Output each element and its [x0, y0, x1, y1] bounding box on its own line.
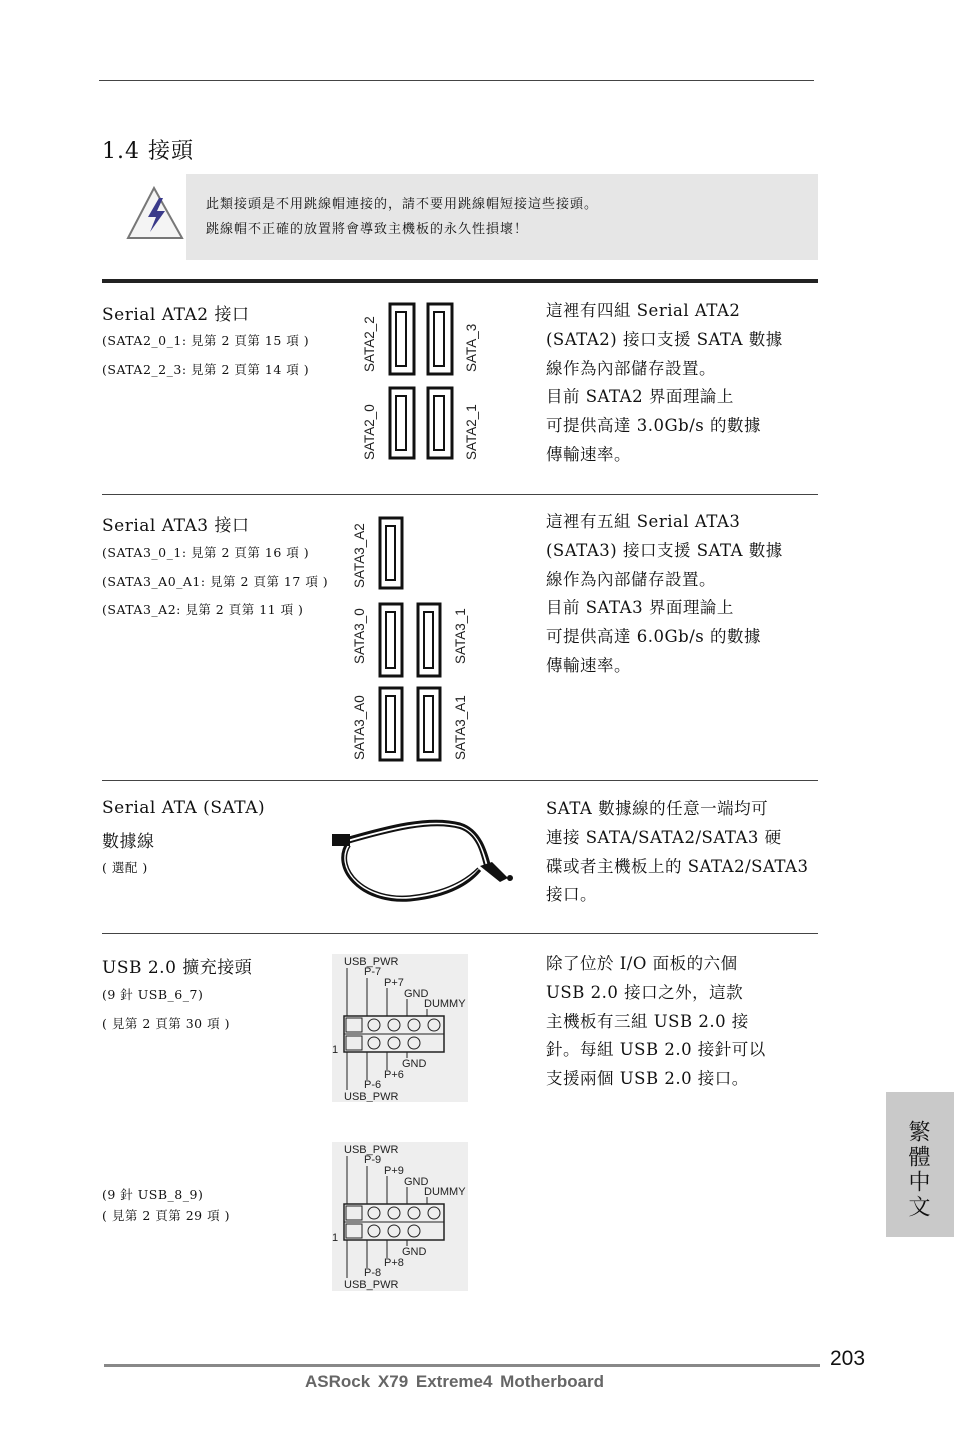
svg-text:USB_PWR: USB_PWR	[344, 1279, 399, 1291]
sata3-connectors-diagram	[378, 516, 444, 764]
svg-text:GND: GND	[404, 1176, 429, 1188]
page-number: 203	[830, 1347, 866, 1370]
cable-heading-2: 數據線	[102, 832, 155, 852]
svg-text:DUMMY: DUMMY	[424, 1186, 466, 1198]
top-rule	[99, 80, 814, 81]
sata3-label-a0: SATA3_A0	[352, 695, 367, 760]
section-title: 1.4 接頭	[102, 139, 194, 164]
sata2-heading: Serial ATA2 接口	[102, 305, 250, 325]
warning-lightning-icon	[126, 184, 186, 242]
sata2-label-sata2-2: SATA2_2	[362, 316, 377, 372]
svg-text:GND: GND	[404, 988, 429, 1000]
svg-text:1: 1	[332, 1044, 339, 1056]
svg-text:1: 1	[332, 1232, 339, 1244]
usb-ref-1a: (9 針 USB_6_7)	[102, 987, 204, 1002]
usb-description: 除了位於 I/O 面板的六個 USB 2.0 接口之外，這款 主機板有三組 USB 2.0 接 針。每組 USB 2.0 接針可以 支援兩個 USB 2.0 接口。	[546, 954, 766, 1089]
thick-rule	[102, 279, 818, 283]
svg-text:P-7: P-7	[364, 966, 382, 978]
sata2-connectors-diagram	[388, 302, 454, 462]
usb-8-9-pinout-diagram	[332, 1142, 468, 1291]
svg-text:USB_PWR: USB_PWR	[344, 1091, 399, 1102]
footer-rule	[104, 1364, 820, 1367]
svg-text:P+6: P+6	[384, 1069, 404, 1081]
svg-text:P-9: P-9	[364, 1154, 382, 1166]
sata-cable-image	[330, 812, 516, 906]
divider-3	[102, 933, 818, 934]
warning-line-2: 跳線帽不正確的放置將會導致主機板的永久性損壞！	[206, 222, 529, 237]
cable-heading-1: Serial ATA (SATA)	[102, 798, 266, 818]
sata3-label-a1: SATA3_A1	[453, 695, 468, 760]
svg-text:DUMMY: DUMMY	[424, 998, 466, 1010]
footer-title: ASRock X79 Extreme4 Motherboard	[305, 1372, 605, 1391]
sata2-description: 這裡有四組 Serial ATA2 (SATA2) 接口支援 SATA 數據 線作為內部儲存設置。 目前 SATA2 界面理論上 可提供高達 3.0Gb/s 的數據 傳輸速率。	[546, 301, 783, 464]
sata3-heading: Serial ATA3 接口	[102, 516, 250, 536]
divider-2	[102, 780, 818, 781]
usb-6-7-pinout-diagram	[332, 954, 468, 1102]
language-side-tab	[886, 1092, 954, 1237]
divider-1	[102, 494, 818, 495]
sata2-ref-2: (SATA2_2_3: 見第 2 頁第 14 項 )	[102, 362, 310, 377]
sata3-ref-1: (SATA3_0_1: 見第 2 頁第 16 項 )	[102, 545, 310, 560]
cable-description: SATA 數據線的任意一端均可 連接 SATA/SATA2/SATA3 硬 碟或者主機板上的 SATA2/SATA3 接口。	[546, 799, 809, 905]
sata2-ref-1: (SATA2_0_1: 見第 2 頁第 15 項 )	[102, 333, 310, 348]
svg-text:P+9: P+9	[384, 1165, 404, 1177]
svg-text:USB_PWR: USB_PWR	[344, 1144, 399, 1156]
sata2-label-sata2-1: SATA2_1	[464, 404, 479, 460]
svg-text:P+7: P+7	[384, 977, 404, 989]
sata3-ref-3: (SATA3_A2: 見第 2 頁第 11 項 )	[102, 602, 304, 617]
sata3-label-1: SATA3_1	[453, 608, 468, 664]
sata3-description: 這裡有五組 Serial ATA3 (SATA3) 接口支援 SATA 數據 線作為內部儲存設置。 目前 SATA3 界面理論上 可提供高達 6.0Gb/s 的數據 傳輸速率。	[546, 512, 783, 675]
cable-note: ( 選配 )	[102, 860, 148, 875]
sata2-label-sata2-0: SATA2_0	[362, 404, 377, 460]
usb-ref-2b: ( 見第 2 頁第 29 項 )	[102, 1208, 230, 1223]
svg-text:GND: GND	[402, 1246, 427, 1258]
warning-box	[186, 174, 818, 260]
language-label: 繁體中文	[905, 1120, 930, 1220]
svg-text:P+8: P+8	[384, 1257, 404, 1269]
sata3-ref-2: (SATA3_A0_A1: 見第 2 頁第 17 項 )	[102, 574, 329, 589]
svg-text:USB_PWR: USB_PWR	[344, 956, 399, 968]
usb-ref-2a: (9 針 USB_8_9)	[102, 1187, 204, 1202]
svg-text:P-6: P-6	[364, 1079, 382, 1091]
usb-ref-1b: ( 見第 2 頁第 30 項 )	[102, 1016, 230, 1031]
sata3-label-a2: SATA3_A2	[352, 523, 367, 588]
sata2-label-sata-3: SATA_3	[464, 323, 479, 372]
warning-line-1: 此類接頭是不用跳線帽連接的，請不要用跳線帽短接這些接頭。	[206, 197, 599, 212]
svg-text:GND: GND	[402, 1058, 427, 1070]
svg-text:P-8: P-8	[364, 1267, 382, 1279]
usb-heading: USB 2.0 擴充接頭	[102, 958, 253, 978]
sata3-label-0: SATA3_0	[352, 608, 367, 664]
